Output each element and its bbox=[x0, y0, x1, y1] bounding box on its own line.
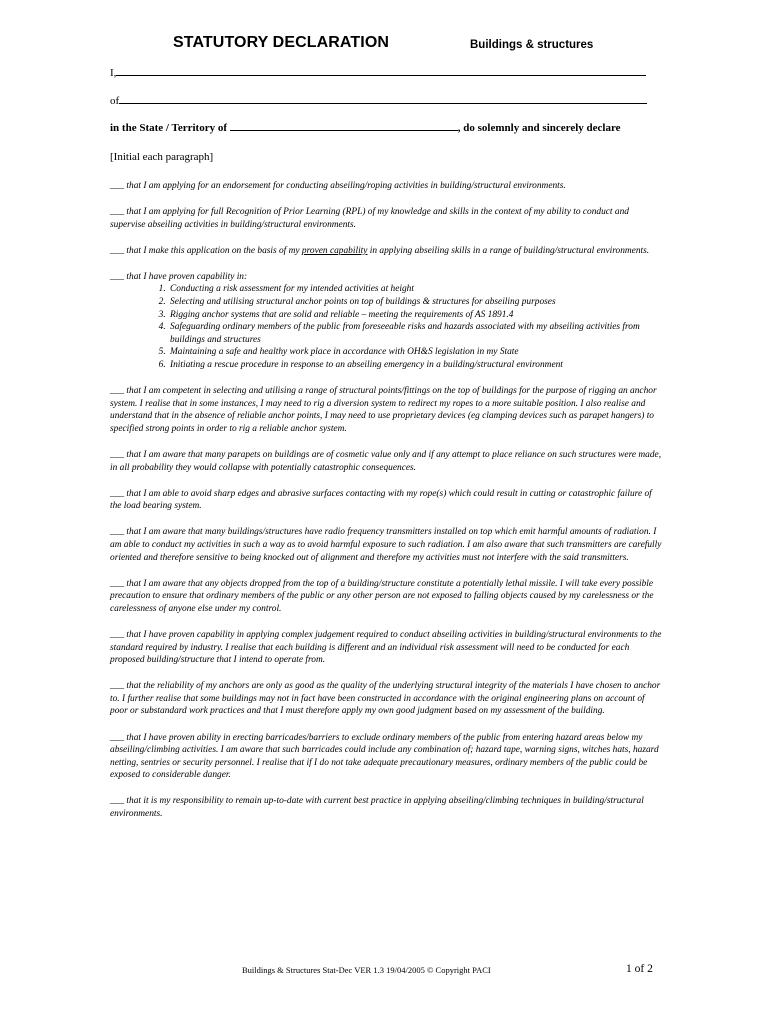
list-item: 6. Initiating a rescue procedure in response to an abseiling emergency in a building/structural environment bbox=[168, 359, 662, 372]
list-item: 4. Safeguarding ordinary members of the public from foreseeable risks and hazards associated with my abseiling activities from buildings and structures bbox=[168, 321, 662, 346]
declaration-body bbox=[110, 180, 662, 834]
paragraph-3-text-b: in applying abseiling skills in a range of building/structural environments. bbox=[367, 245, 650, 256]
document-subtitle: Buildings & structures bbox=[470, 39, 594, 51]
paragraph-12: ___ that I have proven ability in erecting barricades/barriers to exclude ordinary members of the public from entering hazard areas below my abseiling/climbing activities. I am aware that such barricades could include any combination of; hazard tape, warning signs, witches hats, hazard netting, sentries or security personnel. I realise that if I do not take adequate precautionary measures, ordinary members of the public could be exposed to considerable danger. bbox=[110, 732, 659, 781]
paragraph-8: ___ that I am aware that many buildings/structures have radio frequency transmitters installed on top which emit harmful amounts of radiation. I am able to conduct my activities in such a way as to avoid harmful exposure to such radiation. I am also aware that such transmitters are carefully oriented and therefore sensitive to being knocked out of alignment and therefore my activities must not interfere with the said transmitters. bbox=[110, 527, 662, 563]
proven-capability-term: proven capability bbox=[301, 245, 368, 256]
instruction-text: [Initial each paragraph] bbox=[110, 151, 214, 163]
address-label: of bbox=[110, 95, 120, 107]
paragraph-5: ___ that I am competent in selecting and utilising a range of structural points/fittings on the top of buildings for the purpose of rigging an anchor system. I realise that in some instances, I may need to rig a diversion system to redirect my ropes to a more suitable position. I also realise and understand that in the absence of reliable anchor points, I may need to use proprietary devices (eg clamping devices such as parapet hangers) to specified strong points in order to rig a reliable anchor system. bbox=[110, 386, 657, 434]
state-line bbox=[110, 121, 621, 134]
page-number: 1 of 2 bbox=[626, 963, 653, 975]
state-suffix: , do solemnly and sincerely declare bbox=[457, 122, 621, 134]
paragraph-2: ___ that I am applying for full Recognition of Prior Learning (RPL) of my knowledge and skills in the context of my ability to conduct and supervise abseiling activities in building/structural environments. bbox=[110, 207, 629, 230]
paragraph-6: ___ that I am aware that many parapets on buildings are of cosmetic value only and if any attempt to place reliance on such structures were made, in all probability they would collapse with potentially catastrophic consequences. bbox=[110, 450, 662, 473]
paragraph-9: ___ that I am aware that any objects dropped from the top of a building/structure constitute a potentially lethal missile. I will take every possible precaution to ensure that ordinary members of the public or any other person are not exposed to falling objects caused by my carelessness or the carelessness of anyone else under my control. bbox=[110, 578, 654, 614]
state-prefix: in the State / Territory of bbox=[110, 122, 228, 134]
list-item: 2. Selecting and utilising structural anchor points on top of buildings & structures for abseiling purposes bbox=[168, 296, 662, 309]
capability-list bbox=[110, 283, 662, 371]
address-field[interactable] bbox=[119, 94, 647, 104]
paragraph-11: ___ that the reliability of my anchors are only as good as the quality of the underlying structural integrity of the materials I have chosen to anchor to. I further realise that some buildings may not in fact have been constructed in accordance with the original engineering plans on account of poor or substandard work practices and that I must therefore apply my own good judgment based on my assessment of the building. bbox=[110, 681, 661, 717]
paragraph-7: ___ that I am able to avoid sharp edges and abrasive surfaces contacting with my rope(s) which could result in cutting or catastrophic failure of the load bearing system. bbox=[110, 488, 652, 512]
paragraph-3 bbox=[110, 245, 662, 258]
state-field[interactable] bbox=[230, 121, 458, 131]
paragraph-4 bbox=[110, 271, 662, 372]
paragraph-10: ___ that I have proven capability in applying complex judgement required to conduct abseiling activities in building/structural environments to the standard required by industry. I realise that each building is different and an individual risk assessment will need to be conducted for each proposed building/structure that I intend to operate from. bbox=[110, 629, 662, 666]
name-field[interactable] bbox=[116, 66, 646, 76]
list-item: 1. Conducting a risk assessment for my intended activities at height bbox=[168, 283, 662, 296]
paragraph-13: ___ that it is my responsibility to remain up-to-date with current best practice in applying abseiling/climbing techniques in building/structural environments. bbox=[110, 796, 644, 819]
paragraph-3-text-a: ___ that I make this application on the basis of my bbox=[110, 245, 302, 256]
page-title: STATUTORY DECLARATION bbox=[173, 34, 390, 51]
name-label: I, bbox=[110, 67, 117, 79]
paragraph-4-intro: ___ that I have proven capability in: bbox=[110, 271, 248, 282]
paragraph-1: ___ that I am applying for an endorsement for conducting abseiling/roping activities in building/structural environments. bbox=[110, 181, 566, 191]
address-line bbox=[110, 94, 647, 107]
list-item: 5. Maintaining a safe and healthy work place in accordance with OH&S legislation in my State bbox=[168, 346, 662, 359]
footer-text: Buildings & Structures Stat-Dec VER 1.3 19/04/2005 © Copyright PACI bbox=[242, 965, 491, 975]
list-item: 3. Rigging anchor systems that are solid and reliable – meeting the requirements of AS 1891.4 bbox=[168, 309, 662, 322]
name-line bbox=[110, 66, 646, 79]
